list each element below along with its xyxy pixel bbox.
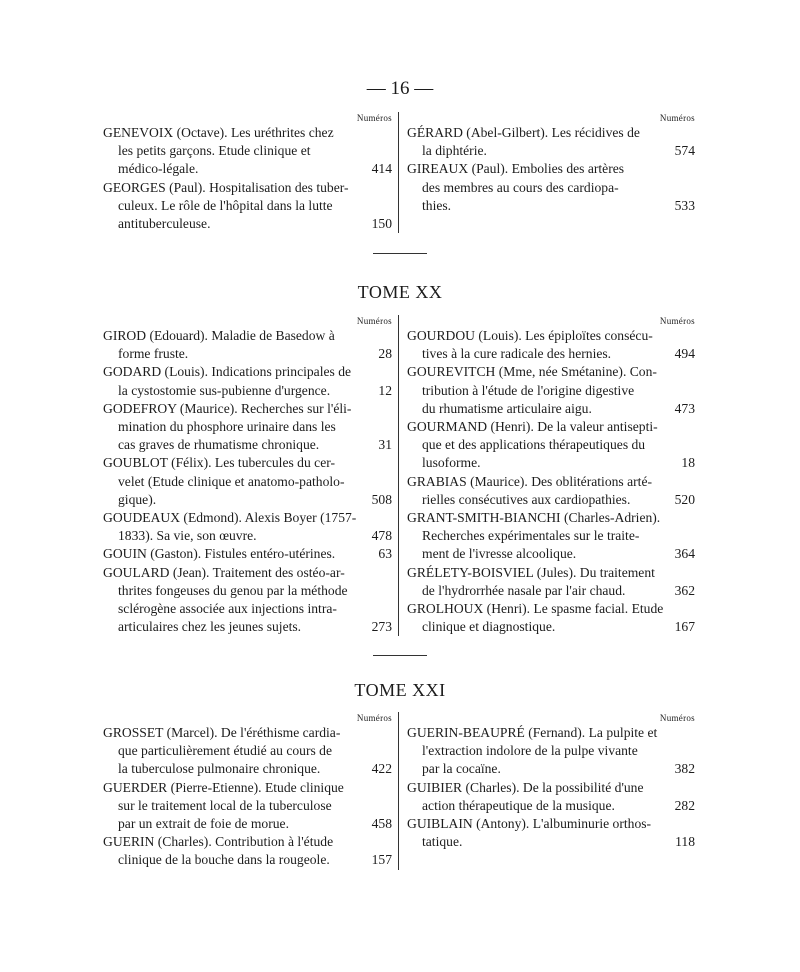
entry-line (103, 815, 392, 833)
entry-text: GOUDEAUX (Edmond). Alexis Boyer (1757- (103, 510, 357, 526)
entry-line (103, 345, 392, 363)
entry-line (103, 797, 392, 815)
thesis-number: 362 (674, 582, 695, 598)
entry-text: forme fruste. (118, 346, 189, 362)
entries-right (407, 724, 695, 851)
index-entry (407, 779, 695, 815)
entry-line (407, 779, 695, 797)
section-tome-xx (100, 315, 700, 636)
entry-line (103, 724, 392, 742)
entry-line (103, 142, 392, 160)
index-entry (407, 327, 695, 363)
index-entry (407, 124, 695, 160)
index-entry (407, 815, 695, 851)
entry-text: GOUIN (Gaston). Fistules entéro-utérines. (103, 546, 336, 562)
index-entry (103, 564, 392, 637)
index-entry (407, 473, 695, 509)
entry-line (407, 545, 695, 563)
index-entry (103, 400, 392, 455)
entry-text: GENEVOIX (Octave). Les uréthrites chez (103, 125, 334, 140)
thesis-number: 520 (674, 491, 695, 507)
left-column (100, 315, 399, 636)
entry-line (407, 454, 695, 472)
left-column (100, 112, 399, 233)
entry-line (103, 833, 392, 851)
entry-line (407, 382, 695, 400)
thesis-number: 28 (378, 346, 392, 362)
tome-heading-xxi: TOME XXI (354, 680, 446, 700)
index-entry (407, 600, 695, 636)
numeros-label: Numéros (659, 316, 695, 326)
entry-text: GRANT-SMITH-BIANCHI (Charles-Adrien). (407, 510, 661, 526)
thesis-number: 167 (674, 619, 695, 635)
index-entry (407, 509, 695, 564)
entry-line (103, 527, 392, 545)
index-entry (103, 124, 392, 179)
entry-text: cas graves de rhumatisme chronique. (118, 437, 320, 453)
entry-text: GUERDER (Pierre-Etienne). Etude clinique (103, 779, 344, 795)
numeros-label: Numéros (659, 113, 695, 123)
entry-text: mination du phosphore urinaire dans les (118, 419, 336, 435)
thesis-number: 31 (378, 437, 392, 453)
entry-text: GOUBLOT (Félix). Les tubercules du cer- (103, 455, 336, 471)
entry-text: sclérogène associée aux injections intra- (118, 601, 337, 617)
thesis-number: 533 (674, 197, 695, 213)
entry-line (407, 760, 695, 778)
entry-text: Recherches expérimentales sur le traite- (422, 528, 640, 544)
thesis-number: 574 (674, 143, 695, 159)
entry-text: GIREAUX (Paul). Embolies des artères (407, 161, 625, 177)
entry-text: clinique de la bouche dans la rougeole. (118, 852, 330, 868)
entry-text: rielles consécutives aux cardiopathies. (422, 491, 631, 507)
thesis-number: 473 (674, 400, 695, 416)
right-column (399, 315, 698, 636)
entry-line (407, 724, 695, 742)
thesis-number: 18 (681, 455, 695, 471)
entry-text: GIROD (Edouard). Maladie de Basedow à (103, 328, 335, 343)
right-column (399, 112, 698, 233)
entry-line (103, 509, 392, 527)
entry-line (407, 564, 695, 582)
entry-text: la tuberculose pulmonaire chronique. (118, 761, 321, 777)
entry-line (407, 527, 695, 545)
entry-line (407, 124, 695, 142)
thesis-number: 12 (378, 382, 392, 398)
thesis-number: 458 (371, 816, 392, 832)
index-entry (103, 327, 392, 363)
entry-text: GODARD (Louis). Indications principales de (103, 364, 352, 380)
entry-text: des membres au cours des cardiopa- (422, 179, 619, 195)
entry-line (103, 327, 392, 345)
entry-text: les petits garçons. Etude clinique et (118, 143, 311, 159)
thesis-number: 494 (674, 346, 695, 362)
entry-text: GUIBIER (Charles). De la possibilité d'une (407, 779, 644, 795)
index-entry (407, 418, 695, 473)
section-untitled (100, 112, 700, 233)
entry-line (407, 345, 695, 363)
thesis-number: 478 (371, 528, 392, 544)
thesis-number: 118 (675, 834, 695, 850)
entry-line (103, 742, 392, 760)
entry-line (103, 851, 392, 869)
entry-line (103, 582, 392, 600)
entry-line (407, 509, 695, 527)
entry-text: GOURDOU (Louis). Les épiploïtes consécu- (407, 328, 653, 343)
entry-line (407, 833, 695, 851)
index-entry (407, 363, 695, 418)
entry-line (103, 160, 392, 178)
entry-line (407, 418, 695, 436)
thesis-number: 364 (674, 546, 695, 562)
numeros-label: Numéros (659, 713, 695, 723)
thesis-number: 157 (371, 852, 392, 868)
index-entry (103, 724, 392, 779)
index-entry (103, 545, 392, 563)
section-tome-xxi (100, 712, 700, 870)
index-entry (407, 724, 695, 779)
index-entry (407, 160, 695, 215)
entry-text: 1833). Sa vie, son œuvre. (118, 528, 257, 544)
entry-text: que et des applications thérapeutiques du (422, 437, 646, 453)
entry-text: lusoforme. (422, 455, 481, 471)
index-entry (103, 363, 392, 399)
entry-line (103, 179, 392, 197)
entry-text: GROSSET (Marcel). De l'éréthisme cardia- (103, 725, 341, 740)
section-divider (373, 655, 427, 656)
thesis-number: 508 (371, 491, 392, 507)
entry-line (103, 473, 392, 491)
left-column (100, 712, 399, 870)
entry-text: par la cocaïne. (422, 761, 501, 777)
entry-line (407, 436, 695, 454)
entry-text: tives à la cure radicale des hernies. (422, 346, 612, 362)
entry-text: GEORGES (Paul). Hospitalisation des tuber- (103, 179, 349, 195)
index-entry (103, 509, 392, 545)
entry-line (407, 600, 695, 618)
entries-left (103, 327, 392, 636)
entry-line (407, 491, 695, 509)
entry-text: la cystostomie sus-pubienne d'urgence. (118, 382, 331, 398)
entries-right (407, 124, 695, 215)
entry-text: action thérapeutique de la musique. (422, 797, 615, 813)
right-column (399, 712, 698, 870)
entry-text: sur le traitement local de la tuberculose (118, 797, 332, 813)
numeros-label: Numéros (356, 713, 392, 723)
entry-line (407, 618, 695, 636)
entry-line (103, 779, 392, 797)
entry-text: médico-légale. (118, 161, 199, 177)
entry-line (407, 160, 695, 178)
entry-text: GOURMAND (Henri). De la valeur antisepti- (407, 419, 658, 435)
entry-line (103, 418, 392, 436)
thesis-number: 150 (371, 216, 392, 232)
entry-text: GÉRARD (Abel-Gilbert). Les récidives de (407, 125, 640, 140)
entry-line (407, 815, 695, 833)
entry-text: du rhumatisme articulaire aigu. (422, 400, 592, 416)
entry-line (407, 742, 695, 760)
entry-text: articulaires chez les jeunes sujets. (118, 619, 302, 635)
entry-text: GUIBLAIN (Antony). L'albuminurie orthos- (407, 816, 652, 832)
entry-text: par un extrait de foie de morue. (118, 816, 289, 832)
entry-line (103, 197, 392, 215)
entry-text: antituberculeuse. (118, 216, 211, 232)
index-entry (103, 833, 392, 869)
entry-line (407, 327, 695, 345)
entry-line (407, 400, 695, 418)
entry-text: GUERIN-BEAUPRÉ (Fernand). La pulpite et (407, 725, 658, 740)
tome-heading-xx: TOME XX (357, 282, 443, 302)
entry-text: GRABIAS (Maurice). Des oblitérations arté- (407, 473, 652, 489)
thesis-number: 414 (371, 161, 392, 177)
entry-line (103, 382, 392, 400)
entry-text: GOULARD (Jean). Traitement des ostéo-ar- (103, 564, 345, 580)
entries-right (407, 327, 695, 636)
entry-text: GRÉLETY-BOISVIEL (Jules). Du traitement (407, 564, 655, 580)
entry-line (103, 545, 392, 563)
entry-line (103, 618, 392, 636)
entry-line (103, 436, 392, 454)
entry-text: de l'hydrorrhée nasale par l'air chaud. (422, 582, 626, 598)
entry-line (103, 215, 392, 233)
entry-line (407, 797, 695, 815)
entry-text: clinique et diagnostique. (422, 619, 556, 635)
entry-text: ment de l'ivresse alcoolique. (422, 546, 577, 562)
index-entry (103, 179, 392, 234)
entry-line (103, 564, 392, 582)
entry-line (103, 363, 392, 381)
entry-line (407, 142, 695, 160)
entries-left (103, 724, 392, 870)
entry-line (407, 363, 695, 381)
entries-left (103, 124, 392, 233)
entry-text: GOUREVITCH (Mme, née Smétanine). Con- (407, 364, 657, 380)
entry-text: velet (Etude clinique et anatomo-patholo- (118, 473, 345, 489)
entry-line (103, 124, 392, 142)
entry-text: GUERIN (Charles). Contribution à l'étude (103, 834, 334, 850)
entry-text: gique). (118, 491, 157, 507)
entry-text: que particulièrement étudié au cours de (118, 743, 333, 759)
entry-line (407, 473, 695, 491)
thesis-number: 282 (674, 797, 695, 813)
entry-line (407, 179, 695, 197)
thesis-number: 273 (371, 619, 392, 635)
entry-line (103, 491, 392, 509)
thesis-number: 422 (371, 761, 392, 777)
entry-text: GODEFROY (Maurice). Recherches sur l'éli- (103, 400, 352, 416)
numeros-label: Numéros (356, 316, 392, 326)
entry-line (103, 454, 392, 472)
thesis-number: 63 (378, 546, 392, 562)
entry-line (407, 197, 695, 215)
index-entry (103, 454, 392, 509)
section-divider (373, 253, 427, 254)
entry-text: l'extraction indolore de la pulpe vivante (422, 743, 638, 759)
index-entry (103, 779, 392, 834)
entry-text: la diphtérie. (422, 143, 487, 159)
entry-line (103, 760, 392, 778)
entry-line (103, 600, 392, 618)
numeros-label: Numéros (356, 113, 392, 123)
entry-text: culeux. Le rôle de l'hôpital dans la lutte (118, 197, 333, 213)
thesis-number: 382 (674, 761, 695, 777)
page-number: — 16 — (366, 78, 434, 99)
entry-text: tribution à l'étude de l'origine digestive (422, 382, 635, 398)
entry-line (103, 400, 392, 418)
entry-text: GROLHOUX (Henri). Le spasme facial. Etude (407, 601, 664, 617)
entry-text: thies. (422, 197, 452, 213)
index-entry (407, 564, 695, 600)
entry-text: tatique. (422, 834, 463, 850)
entry-text: thrites fongeuses du genou par la méthode (118, 582, 348, 598)
entry-line (407, 582, 695, 600)
